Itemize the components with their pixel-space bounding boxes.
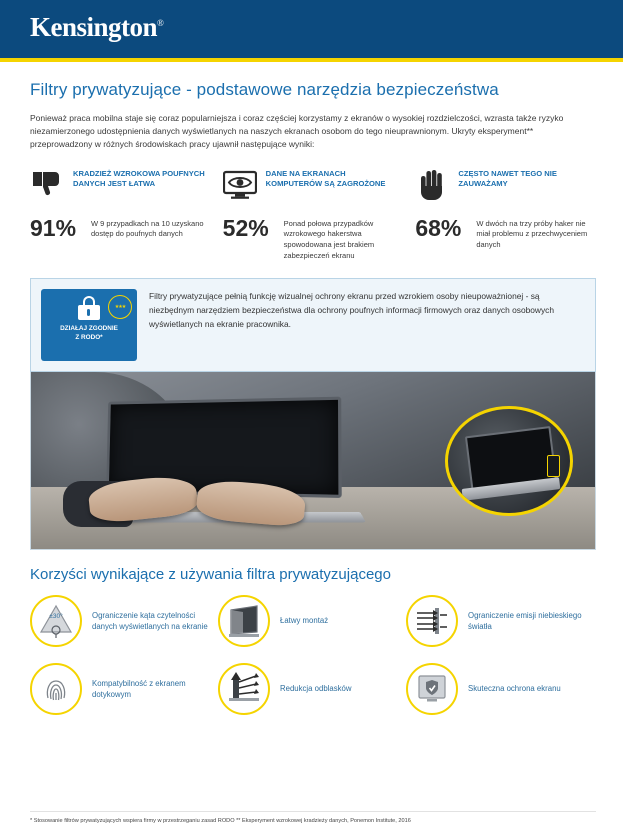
stat-block (30, 168, 211, 263)
header-accent-bar (0, 58, 626, 62)
raised-hand-icon (415, 168, 449, 202)
benefit-item (30, 663, 218, 715)
page-title: Filtry prywatyzujące - podstawowe narzędzia bezpieczeństwa (30, 80, 499, 99)
footnote: * Stosowanie filtrów prywatyzujących wspiera firmy w przestrzeganiu zasad RODO ** Eksperyment wzrokowej kradzieży danych, Ponemon Institute, 2016 (30, 811, 596, 826)
rodo-badge (41, 289, 137, 361)
fingerprint-touch-icon (30, 663, 82, 715)
thumbs-down-icon (30, 168, 64, 202)
benefit-label: Skuteczna ochrona ekranu (468, 684, 561, 694)
stat-percent: 52% (222, 214, 269, 241)
stat-description: W dwóch na trzy próby haker nie miał problemu z przechwyceniem danych (476, 218, 588, 250)
statistics-row (30, 168, 596, 263)
rodo-badge-line2: Z RODO* (75, 333, 103, 341)
stat-block (223, 168, 404, 263)
benefits-title: Korzyści wynikające z używania filtra prywatyzującego (30, 566, 391, 584)
benefit-label: Ograniczenie emisji niebieskiego światła (468, 610, 582, 632)
benefit-label: Łatwy montaż (280, 616, 329, 626)
laptop-privacy-filter-photo (30, 372, 596, 550)
padlock-icon (76, 296, 102, 320)
stat-block (415, 168, 596, 263)
easy-mount-icon (218, 595, 270, 647)
rodo-description: Filtry prywatyzujące pełnią funkcję wizualnej ochrony ekranu przed wzrokiem osoby nieupoważnionej - są niezbędnym narzędziem bezpieczeństwa dla ochrony poufnych informacji firmowych oraz danych osobowych wyświetlanych na ekranie pracownika. (149, 291, 554, 329)
stat-heading: DANE NA EKRANACH KOMPUTERÓW SĄ ZAGROŻONE (265, 168, 386, 188)
rodo-badge-text (60, 325, 118, 342)
privacy-filter-closeup-callout (445, 406, 573, 516)
benefit-label: Kompatybilność z ekranem dotykowym (92, 678, 186, 700)
eu-stars-icon: ★★★ (108, 295, 132, 319)
eye-monitor-icon (223, 168, 257, 202)
stat-percent: 91% (30, 214, 77, 241)
hands-on-keyboard (89, 467, 339, 525)
registered-mark: ® (157, 18, 164, 28)
benefit-item (30, 595, 218, 647)
rodo-badge-line1: DZIAŁAJ ZGODNIE (60, 325, 118, 333)
intro-paragraph: Ponieważ praca mobilna staje się coraz popularniejsza i coraz częściej korzystamy z ekranów o wysokiej rozdzielczości, wzrasta także ryzyko niezamierzonego udostępnienia danych wyświetlanych na naszych ekranach osobom do tego nieuprawnionym. Ukryty eksperyment** przeprowadzony w różnych środowiskach pracy ujawnił następujące wyniki: (30, 113, 564, 150)
stat-description: W 9 przypadkach na 10 uzyskano dostęp do poufnych danych (91, 218, 204, 239)
rodo-panel (30, 278, 596, 372)
stat-percent: 68% (415, 214, 462, 241)
stat-heading: CZĘSTO NAWET TEGO NIE ZAUWAŻAMY (458, 168, 557, 188)
benefits-grid (30, 595, 596, 731)
stat-description: Ponad połowa przypadków wzrokowego hakerstwa spowodowana jest brakiem zabezpieczeń ekranu (283, 218, 375, 261)
kensington-logo (30, 12, 163, 43)
right-hand (195, 478, 306, 527)
viewing-angle-icon (30, 595, 82, 647)
anti-glare-icon (218, 663, 270, 715)
blue-light-icon (406, 595, 458, 647)
stat-heading: KRADZIEŻ WZROKOWA POUFNYCH DANYCH JEST ŁATWA (73, 168, 205, 188)
shield-screen-icon (406, 663, 458, 715)
brand-name: Kensington (30, 12, 158, 42)
page-header (0, 0, 626, 62)
document-body (0, 62, 626, 731)
benefit-item (406, 595, 594, 647)
benefit-item (218, 663, 406, 715)
benefit-item (218, 595, 406, 647)
benefit-label: Ograniczenie kąta czytelności danych wyświetlanych na ekranie (92, 610, 208, 632)
benefit-item (406, 663, 594, 715)
svg-text:±30°: ±30° (49, 613, 63, 621)
benefit-label: Redukcja odblasków (280, 684, 352, 694)
callout-filter-tab (547, 455, 560, 477)
